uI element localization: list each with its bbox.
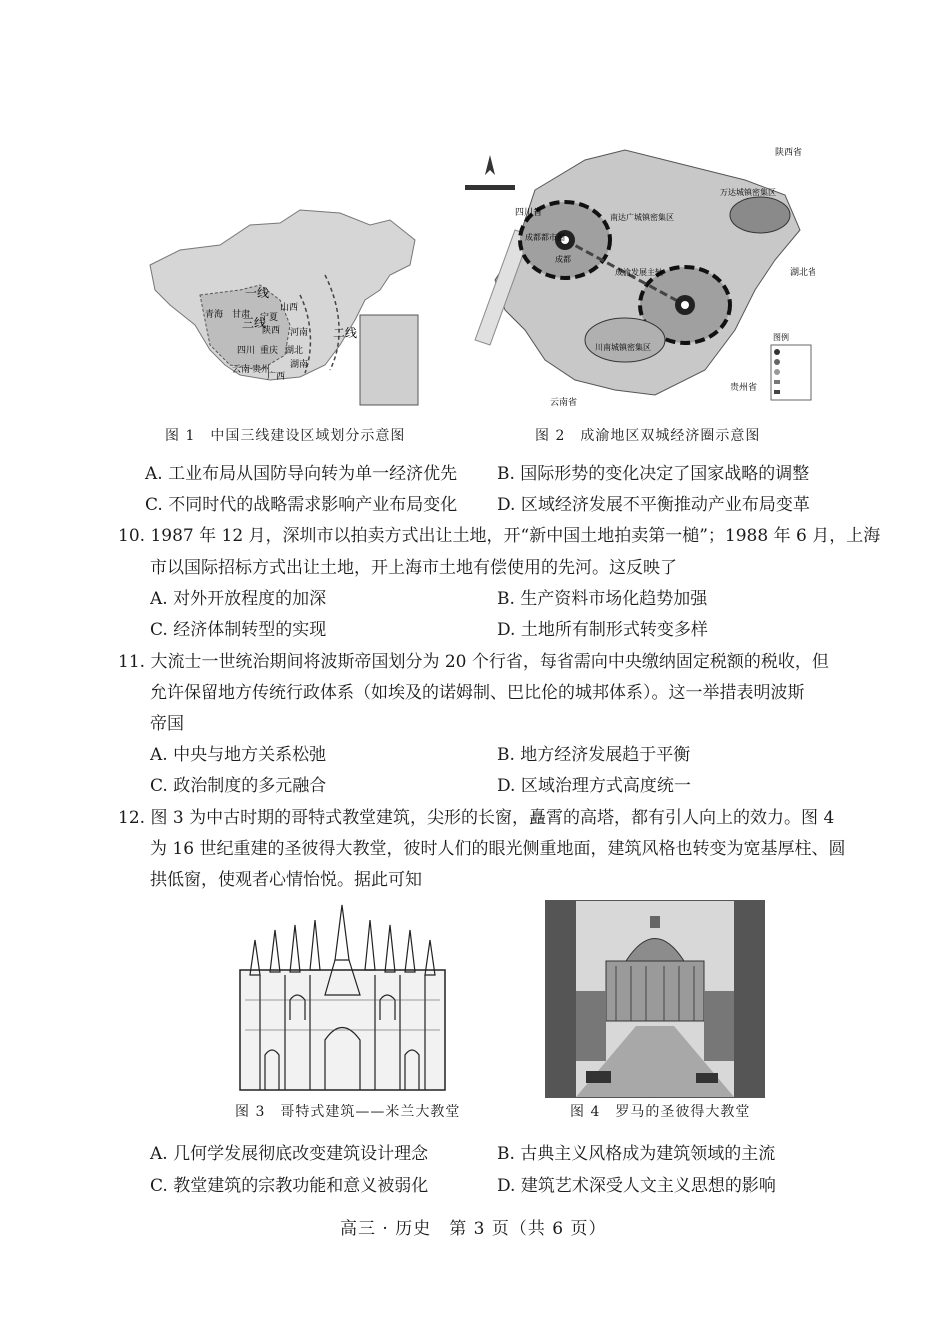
label-chengdu: 成都 xyxy=(555,255,571,264)
q12-option-c: C. 教堂建筑的宗教功能和意义被弱化 xyxy=(150,1176,429,1196)
q11-option-d: D. 区域治理方式高度统一 xyxy=(497,776,691,796)
q10-stem-line2: 市以国际招标方式出让土地，开上海市土地有偿使用的先河。这反映了 xyxy=(150,558,677,578)
label-line1: 一线 xyxy=(245,286,270,300)
figure-3-milan-cathedral xyxy=(235,900,450,1095)
q9-option-d: D. 区域经济发展不平衡推动产业布局变革 xyxy=(497,495,810,515)
page-footer: 高三 · 历史 第 3 页（共 6 页） xyxy=(340,1219,607,1239)
south-sea-inset xyxy=(360,315,418,405)
label-hubei: 湖北 xyxy=(285,346,304,356)
label-sichuan-province: 四川省 xyxy=(515,208,543,218)
label-chongqing: 重庆 xyxy=(260,346,279,356)
label-shaanxi: 陕西 xyxy=(262,326,281,336)
label-yunnan: 云南 xyxy=(232,365,251,375)
north-arrow-icon xyxy=(485,155,495,175)
q12-stem-line1: 12. 图 3 为中古时期的哥特式教堂建筑，尖形的长窗，矗霄的高塔，都有引人向上的效力。图 4 xyxy=(118,808,835,828)
q10-option-d: D. 土地所有制形式转变多样 xyxy=(497,620,708,640)
label-ningxia: 宁夏 xyxy=(260,313,279,323)
q12-option-d: D. 建筑艺术深受人文主义思想的影响 xyxy=(497,1176,776,1196)
q9-option-a: A. 工业布局从国防导向转为单一经济优先 xyxy=(145,464,458,484)
label-sichuan: 四川 xyxy=(237,346,256,356)
figure-1-map xyxy=(140,205,430,415)
label-chuannan: 川南城镇密集区 xyxy=(595,343,651,352)
scale-bar xyxy=(465,185,515,190)
figure-2-caption: 图 2 成渝地区双城经济圈示意图 xyxy=(535,428,761,444)
label-line2: 二线 xyxy=(333,326,358,340)
label-guizhou: 贵州 xyxy=(252,365,271,375)
q11-stem-line1: 11. 大流士一世统治期间将波斯帝国划分为 20 个行省，每省需向中央缴纳固定税额的税收，但 xyxy=(118,652,829,672)
q12-stem-line2: 为 16 世纪重建的圣彼得大教堂，彼时人们的眼光侧重地面，建筑风格也转变为宽基厚柱、圆 xyxy=(150,839,846,859)
chuannan-cluster xyxy=(585,318,665,362)
label-guangxi: 广西 xyxy=(267,372,286,382)
label-shaanxi-province: 陕西省 xyxy=(775,148,803,158)
label-chengdu-metro: 成都都市圈 xyxy=(525,233,565,242)
label-chengyu-axis: 成渝发展主轴 xyxy=(615,268,663,277)
q10-stem-line1: 10. 1987 年 12 月，深圳市以拍卖方式出让土地，开“新中国土地拍卖第一槌”；1988 年 6 月，上海 xyxy=(118,526,881,546)
q12-option-a: A. 几何学发展彻底改变建筑设计理念 xyxy=(150,1144,429,1164)
q9-option-b: B. 国际形势的变化决定了国家战略的调整 xyxy=(497,464,810,484)
label-qinghai: 青海 xyxy=(205,310,224,320)
q10-option-b: B. 生产资料市场化趋势加强 xyxy=(497,589,708,609)
q12-stem-line3: 拱低窗，使观者心情怡悦。据此可知 xyxy=(150,870,422,890)
label-nandaguang: 南达广城镇密集区 xyxy=(610,213,674,222)
figure-3-caption: 图 3 哥特式建筑——米兰大教堂 xyxy=(235,1104,461,1120)
label-yunnan-province: 云南省 xyxy=(550,398,578,408)
q10-option-a: A. 对外开放程度的加深 xyxy=(150,589,327,609)
label-hunan: 湖南 xyxy=(290,360,309,370)
q12-option-b: B. 古典主义风格成为建筑领域的主流 xyxy=(497,1144,776,1164)
figure-1-caption: 图 1 中国三线建设区域划分示意图 xyxy=(165,428,406,444)
q11-option-c: C. 政治制度的多元融合 xyxy=(150,776,327,796)
label-gansu: 甘肃 xyxy=(232,310,251,320)
q9-option-c: C. 不同时代的战略需求影响产业布局变化 xyxy=(145,495,458,515)
q11-stem-line3: 帝国 xyxy=(150,714,184,734)
figure-2-map xyxy=(455,140,815,420)
q10-option-c: C. 经济体制转型的实现 xyxy=(150,620,327,640)
label-shanxi: 山西 xyxy=(280,303,299,313)
q11-stem-line2: 允许保留地方传统行政体系（如埃及的诺姆制、巴比伦的城邦体系）。这一举措表明波斯 xyxy=(150,683,805,703)
figure-4-st-peters-basilica xyxy=(545,900,765,1098)
label-henan: 河南 xyxy=(290,328,309,338)
q11-option-b: B. 地方经济发展趋于平衡 xyxy=(497,745,691,765)
label-guizhou-province: 贵州省 xyxy=(730,383,758,393)
map-legend xyxy=(771,332,811,400)
legend-title: 图例 xyxy=(773,333,789,342)
label-hubei-province: 湖北省 xyxy=(790,268,815,278)
figure-4-caption: 图 4 罗马的圣彼得大教堂 xyxy=(570,1104,751,1120)
q11-option-a: A. 中央与地方关系松弛 xyxy=(150,745,327,765)
label-line3: 三线 xyxy=(242,316,267,330)
label-wanda: 万达城镇密集区 xyxy=(720,188,776,197)
wanda-cluster xyxy=(730,197,790,233)
